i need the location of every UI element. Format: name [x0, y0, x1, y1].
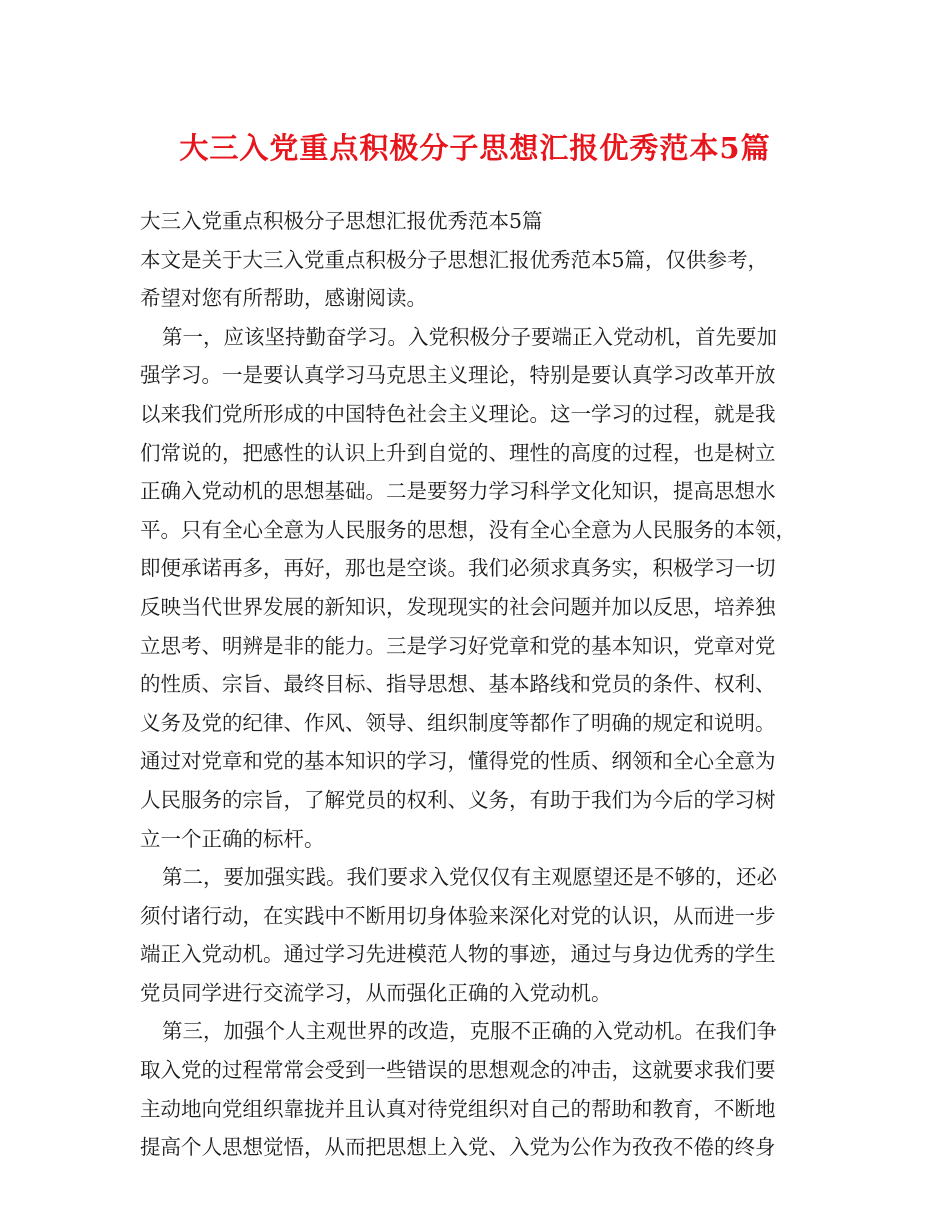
text-line: 希望对您有所帮助，感谢阅读。: [140, 286, 427, 311]
paragraph-first-line: 第三，加强个人主观世界的改造，克服不正确的入党动机。在我们争: [162, 1019, 777, 1044]
document-title: 大三入党重点积极分子思想汇报优秀范本5篇: [179, 131, 771, 165]
text-line: 主动地向党组织靠拢并且认真对待党组织对自己的帮助和教育，不断地: [140, 1096, 776, 1121]
text-line: 提高个人思想觉悟，从而把思想上入党、入党为公作为孜孜不倦的终身: [140, 1135, 776, 1160]
text-line: 义务及党的纪律、作风、领导、组织制度等都作了明确的规定和说明。: [140, 710, 776, 735]
text-line: 平。只有全心全意为人民服务的思想，没有全心全意为人民服务的本领，: [140, 517, 796, 542]
text-line: 的性质、宗旨、最终目标、指导思想、基本路线和党员的条件、权利、: [140, 672, 776, 697]
text-line: 正确入党动机的思想基础。二是要努力学习科学文化知识，提高思想水: [140, 479, 776, 504]
document-body: [140, 202, 820, 1167]
text-line: 端正入党动机。通过学习先进模范人物的事迹，通过与身边优秀的学生: [140, 942, 776, 967]
text-line: 反映当代世界发展的新知识，发现现实的社会问题并加以反思，培养独: [140, 594, 776, 619]
text-line: 党员同学进行交流学习，从而强化正确的入党动机。: [140, 980, 612, 1005]
text-line: 须付诸行动，在实践中不断用切身体验来深化对党的认识，从而进一步: [140, 903, 776, 928]
text-line: 大三入党重点积极分子思想汇报优秀范本5篇: [140, 209, 543, 233]
text-line: 立一个正确的标杆。: [140, 826, 325, 851]
text-line: 人民服务的宗旨，了解党员的权利、义务，有助于我们为今后的学习树: [140, 787, 776, 812]
text-line: 立思考、明辨是非的能力。三是学习好党章和党的基本知识，党章对党: [140, 633, 776, 658]
paragraph-first-line: 第二，要加强实践。我们要求入党仅仅有主观愿望还是不够的，还必: [162, 865, 777, 890]
text-line: 们常说的，把感性的认识上升到自觉的、理性的高度的过程，也是树立: [140, 440, 776, 465]
text-line: 本文是关于大三入党重点积极分子思想汇报优秀范本5篇，仅供参考，: [140, 247, 769, 272]
text-line: 强学习。一是要认真学习马克思主义理论，特别是要认真学习改革开放: [140, 363, 776, 388]
text-line: 取入党的过程常常会受到一些错误的思想观念的冲击，这就要求我们要: [140, 1058, 776, 1083]
text-line: 即便承诺再多，再好，那也是空谈。我们必须求真务实，积极学习一切: [140, 556, 776, 581]
text-line: 以来我们党所形成的中国特色社会主义理论。这一学习的过程，就是我: [140, 401, 776, 426]
text-line: 通过对党章和党的基本知识的学习，懂得党的性质、纲领和全心全意为: [140, 749, 776, 774]
paragraph-first-line: 第一，应该坚持勤奋学习。入党积极分子要端正入党动机，首先要加: [162, 324, 777, 349]
